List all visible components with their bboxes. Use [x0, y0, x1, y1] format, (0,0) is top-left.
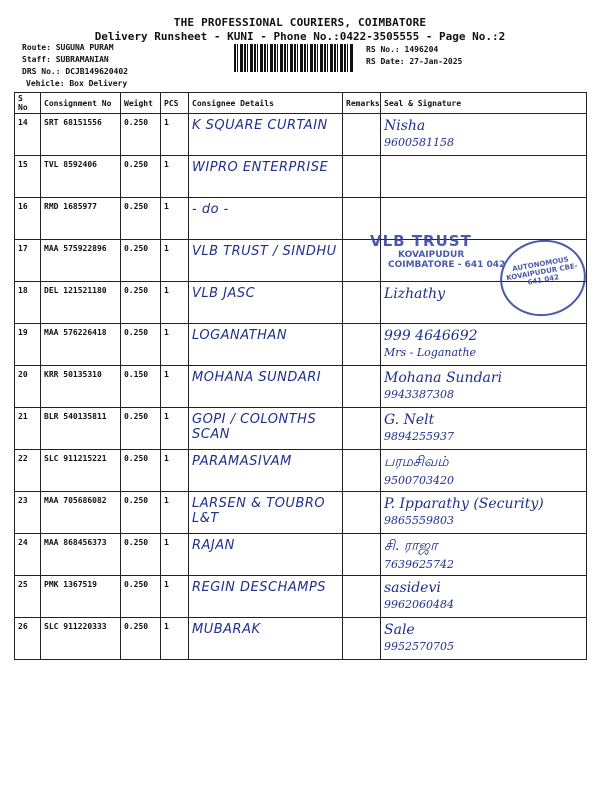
staff-label: Staff: SUBRAMANIAN [22, 55, 109, 64]
column-header: Consignment No [41, 93, 121, 114]
cell-sno [15, 198, 41, 240]
table-row [15, 618, 587, 660]
cell-consignment-no-text: MAA 868456373 [44, 538, 107, 547]
document-title: THE PROFESSIONAL COURIERS, COIMBATORE [173, 16, 427, 29]
signature-phone: 9500703420 [384, 474, 454, 487]
cell-pcs-text: 1 [164, 160, 169, 169]
drs-number: DRS No.: DCJB149620402 [22, 67, 128, 76]
cell-sno [15, 408, 41, 450]
cell-remarks [343, 408, 381, 450]
cell-weight-text: 0.250 [124, 328, 149, 337]
cell-weight-text: 0.250 [124, 286, 149, 295]
cell-consignee [189, 618, 343, 660]
cell-consignee-text: MOHANA SUNDARI [192, 370, 322, 385]
signature-phone: 9865559803 [384, 514, 454, 527]
cell-consignment-no-text: BLR 540135811 [44, 412, 107, 421]
cell-weight [121, 156, 161, 198]
cell-sno [15, 366, 41, 408]
signature-phone: 9962060484 [384, 598, 454, 611]
signature-phone: 9894255937 [384, 430, 454, 443]
cell-sno-text: 18 [18, 286, 28, 295]
cell-pcs-text: 1 [164, 496, 169, 505]
vlb-trust-stamp [370, 232, 520, 270]
cell-signature [381, 618, 587, 660]
cell-consignee-text: MUBARAK [192, 622, 261, 637]
cell-sno-text: 21 [18, 412, 28, 421]
table-row [15, 408, 587, 450]
cell-consignment-no [41, 156, 121, 198]
cell-weight [121, 576, 161, 618]
cell-sno [15, 240, 41, 282]
cell-remarks [343, 450, 381, 492]
cell-consignee [189, 576, 343, 618]
cell-consignee-text: LARSEN & TOUBRO L&T [192, 496, 326, 526]
cell-remarks [343, 618, 381, 660]
cell-weight [121, 240, 161, 282]
cell-weight [121, 324, 161, 366]
cell-pcs [161, 282, 189, 324]
cell-sno [15, 450, 41, 492]
cell-remarks [343, 576, 381, 618]
cell-remarks [343, 324, 381, 366]
cell-pcs [161, 408, 189, 450]
cell-consignee [189, 114, 343, 156]
cell-remarks [343, 282, 381, 324]
cell-consignee-text: VLB JASC [192, 286, 256, 301]
cell-weight-text: 0.250 [124, 202, 149, 211]
cell-sno-text: 20 [18, 370, 28, 379]
cell-pcs-text: 1 [164, 412, 169, 421]
table-row [15, 492, 587, 534]
cell-consignment-no [41, 408, 121, 450]
cell-pcs-text: 1 [164, 328, 169, 337]
cell-consignee-text: REGIN DESCHAMPS [192, 580, 327, 595]
cell-remarks [343, 156, 381, 198]
cell-signature [381, 534, 587, 576]
cell-consignee [189, 324, 343, 366]
signature-phone: 9943387308 [384, 388, 454, 401]
stamp-line: VLB TRUST [370, 232, 472, 250]
cell-pcs-text: 1 [164, 286, 169, 295]
cell-signature [381, 366, 587, 408]
cell-pcs-text: 1 [164, 244, 169, 253]
cell-weight-text: 0.250 [124, 118, 149, 127]
cell-sno-text: 17 [18, 244, 28, 253]
table-row [15, 576, 587, 618]
cell-pcs [161, 366, 189, 408]
cell-weight-text: 0.250 [124, 622, 149, 631]
cell-consignee [189, 492, 343, 534]
column-header: PCS [161, 93, 189, 114]
cell-consignment-no-text: PMK 1367519 [44, 580, 97, 589]
cell-consignee [189, 198, 343, 240]
column-header: Weight [121, 93, 161, 114]
cell-consignment-no-text: MAA 576226418 [44, 328, 107, 337]
cell-sno-text: 23 [18, 496, 28, 505]
cell-signature [381, 576, 587, 618]
cell-sno [15, 618, 41, 660]
cell-pcs [161, 198, 189, 240]
table-row [15, 366, 587, 408]
signature-text: 999 4646692 [384, 328, 478, 344]
cell-pcs [161, 534, 189, 576]
cell-pcs [161, 324, 189, 366]
cell-weight [121, 492, 161, 534]
cell-consignee-text: K SQUARE CURTAIN [192, 118, 328, 133]
cell-remarks [343, 366, 381, 408]
cell-weight [121, 198, 161, 240]
signature-text: Sale [384, 622, 415, 638]
cell-consignment-no [41, 198, 121, 240]
cell-sno [15, 282, 41, 324]
cell-weight [121, 114, 161, 156]
cell-consignee-text: WIPRO ENTERPRISE [192, 160, 329, 175]
signature-text: Mohana Sundari [384, 370, 503, 386]
cell-weight [121, 408, 161, 450]
cell-consignment-no [41, 366, 121, 408]
cell-sno [15, 492, 41, 534]
signature-phone: 7639625742 [384, 558, 454, 571]
cell-pcs-text: 1 [164, 202, 169, 211]
cell-consignment-no [41, 576, 121, 618]
column-header: Consignee Details [189, 93, 343, 114]
cell-sno-text: 24 [18, 538, 28, 547]
table-row [15, 156, 587, 198]
cell-pcs [161, 156, 189, 198]
cell-pcs-text: 1 [164, 370, 169, 379]
cell-sno [15, 576, 41, 618]
cell-weight [121, 534, 161, 576]
cell-pcs [161, 450, 189, 492]
stamp-text: AUTONOMOUS KOVAIPUDUR CBE-641 042 [505, 255, 579, 287]
barcode-image [234, 44, 354, 72]
cell-sno [15, 156, 41, 198]
cell-consignment-no-text: KRR 50135310 [44, 370, 102, 379]
cell-pcs-text: 1 [164, 454, 169, 463]
cell-consignee-text: PARAMASIVAM [192, 454, 292, 469]
cell-sno-text: 22 [18, 454, 28, 463]
cell-pcs-text: 1 [164, 622, 169, 631]
cell-sno-text: 15 [18, 160, 28, 169]
cell-consignment-no-text: MAA 575922896 [44, 244, 107, 253]
signature-text: பரமசிவம் [384, 454, 449, 470]
cell-signature [381, 114, 587, 156]
cell-signature [381, 492, 587, 534]
cell-consignment-no [41, 324, 121, 366]
cell-weight-text: 0.250 [124, 538, 149, 547]
cell-sno [15, 324, 41, 366]
cell-consignee-text: LOGANATHAN [192, 328, 288, 343]
cell-signature [381, 156, 587, 198]
signature-text: sasidevi [384, 580, 441, 596]
route-label: Route: SUGUNA PURAM [22, 43, 114, 52]
cell-consignee [189, 282, 343, 324]
cell-consignment-no [41, 450, 121, 492]
cell-consignment-no-text: SRT 68151556 [44, 118, 102, 127]
cell-signature [381, 324, 587, 366]
cell-consignee [189, 534, 343, 576]
vehicle-label: Vehicle: Box Delivery [26, 79, 128, 88]
cell-consignee [189, 366, 343, 408]
signature-text: G. Nelt [384, 412, 435, 428]
cell-pcs-text: 1 [164, 538, 169, 547]
cell-sno-text: 14 [18, 118, 28, 127]
cell-consignment-no-text: SLC 911215221 [44, 454, 107, 463]
cell-consignee [189, 240, 343, 282]
cell-pcs-text: 1 [164, 118, 169, 127]
cell-consignment-no-text: RMD 1685977 [44, 202, 97, 211]
cell-consignee-text: GOPI / COLONTHS SCAN [192, 412, 317, 442]
cell-consignment-no [41, 114, 121, 156]
cell-sno [15, 534, 41, 576]
cell-sno-text: 25 [18, 580, 28, 589]
cell-remarks [343, 114, 381, 156]
cell-sno-text: 16 [18, 202, 28, 211]
rs-date: RS Date: 27-Jan-2025 [366, 57, 463, 66]
cell-consignee-text: VLB TRUST / SINDHU [192, 244, 337, 259]
document-subtitle: Delivery Runsheet - KUNI - Phone No.:0422-3505555 - Page No.:2 [94, 30, 506, 43]
cell-consignee [189, 408, 343, 450]
rs-number: RS No.: 1496204 [366, 45, 439, 54]
cell-consignment-no-text: SLC 911220333 [44, 622, 107, 631]
cell-consignee [189, 450, 343, 492]
cell-remarks [343, 492, 381, 534]
cell-weight-text: 0.250 [124, 580, 149, 589]
signature-phone: Mrs - Loganathe [384, 346, 477, 359]
stamp-line: KOVAIPUDUR [398, 250, 465, 260]
table-header-row [15, 93, 587, 114]
cell-sno-text: 26 [18, 622, 28, 631]
cell-weight [121, 282, 161, 324]
cell-sno-text: 19 [18, 328, 28, 337]
cell-signature [381, 408, 587, 450]
column-header: S No [15, 93, 41, 114]
cell-weight-text: 0.250 [124, 454, 149, 463]
cell-pcs [161, 240, 189, 282]
cell-consignee-text: RAJAN [192, 538, 235, 553]
cell-weight-text: 0.250 [124, 412, 149, 421]
cell-weight-text: 0.150 [124, 370, 149, 379]
cell-weight [121, 618, 161, 660]
signature-text: Lizhathy [384, 286, 446, 302]
cell-pcs [161, 618, 189, 660]
cell-consignment-no [41, 282, 121, 324]
cell-consignment-no-text: TVL 8592406 [44, 160, 97, 169]
cell-consignment-no-text: DEL 121521180 [44, 286, 107, 295]
cell-consignment-no [41, 240, 121, 282]
cell-weight-text: 0.250 [124, 244, 149, 253]
cell-weight [121, 366, 161, 408]
cell-pcs [161, 492, 189, 534]
table-row [15, 114, 587, 156]
table-row [15, 324, 587, 366]
runsheet-table [14, 92, 587, 660]
cell-sno [15, 114, 41, 156]
signature-text: Nisha [384, 118, 426, 134]
cell-consignment-no [41, 534, 121, 576]
column-header: Remarks [343, 93, 381, 114]
table-row [15, 450, 587, 492]
cell-weight-text: 0.250 [124, 496, 149, 505]
signature-text: சி. ராஜா [384, 538, 438, 554]
cell-signature [381, 450, 587, 492]
cell-consignee [189, 156, 343, 198]
signature-phone: 9952570705 [384, 640, 454, 653]
signature-text: P. Ipparathy (Security) [384, 496, 544, 512]
cell-consignment-no [41, 492, 121, 534]
signature-phone: 9600581158 [384, 136, 454, 149]
cell-remarks [343, 534, 381, 576]
column-header: Seal & Signature [381, 93, 587, 114]
cell-weight-text: 0.250 [124, 160, 149, 169]
cell-consignment-no-text: MAA 705686082 [44, 496, 107, 505]
cell-pcs [161, 114, 189, 156]
cell-weight [121, 450, 161, 492]
table-row [15, 534, 587, 576]
cell-consignee-text: - do - [192, 202, 229, 217]
cell-pcs [161, 576, 189, 618]
stamp-line: COIMBATORE - 641 042 [388, 260, 506, 270]
cell-pcs-text: 1 [164, 580, 169, 589]
cell-consignment-no [41, 618, 121, 660]
